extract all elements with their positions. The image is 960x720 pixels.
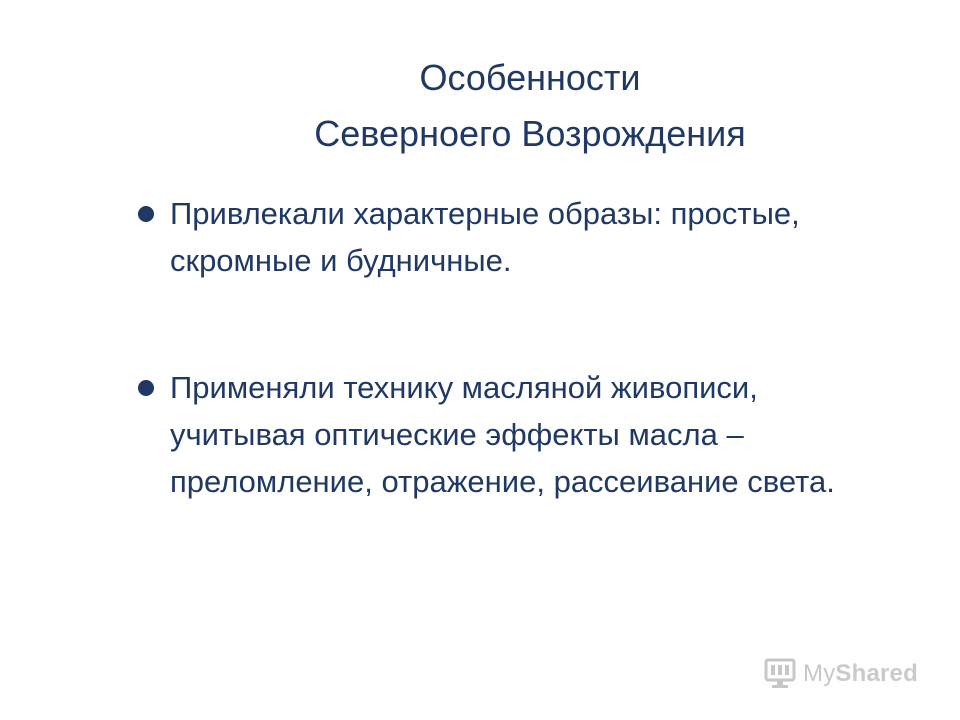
bullet-dot-icon	[138, 206, 154, 222]
title-line-2: Северноего Возрождения	[314, 113, 746, 154]
myshared-watermark	[763, 652, 933, 696]
bullet-item-2	[138, 364, 838, 505]
bullet-list	[138, 190, 838, 505]
watermark-text	[803, 660, 918, 688]
title-line-1: Особенности	[419, 57, 641, 98]
slide-title	[190, 50, 870, 162]
bullet-text-1: Привлекали характерные образы: простые, скромные и будничные.	[170, 196, 800, 278]
bullet-item-1	[138, 190, 838, 284]
bullet-dot-icon	[138, 380, 154, 396]
watermark-brand-suffix: Shared	[835, 660, 918, 687]
bullet-text-2: Применяли технику масляной живописи, учитывая оптические эффекты масла – преломление, отражение, рассеивание света.	[170, 370, 835, 499]
monitor-icon	[763, 657, 797, 691]
watermark-brand-prefix: My	[803, 660, 836, 687]
